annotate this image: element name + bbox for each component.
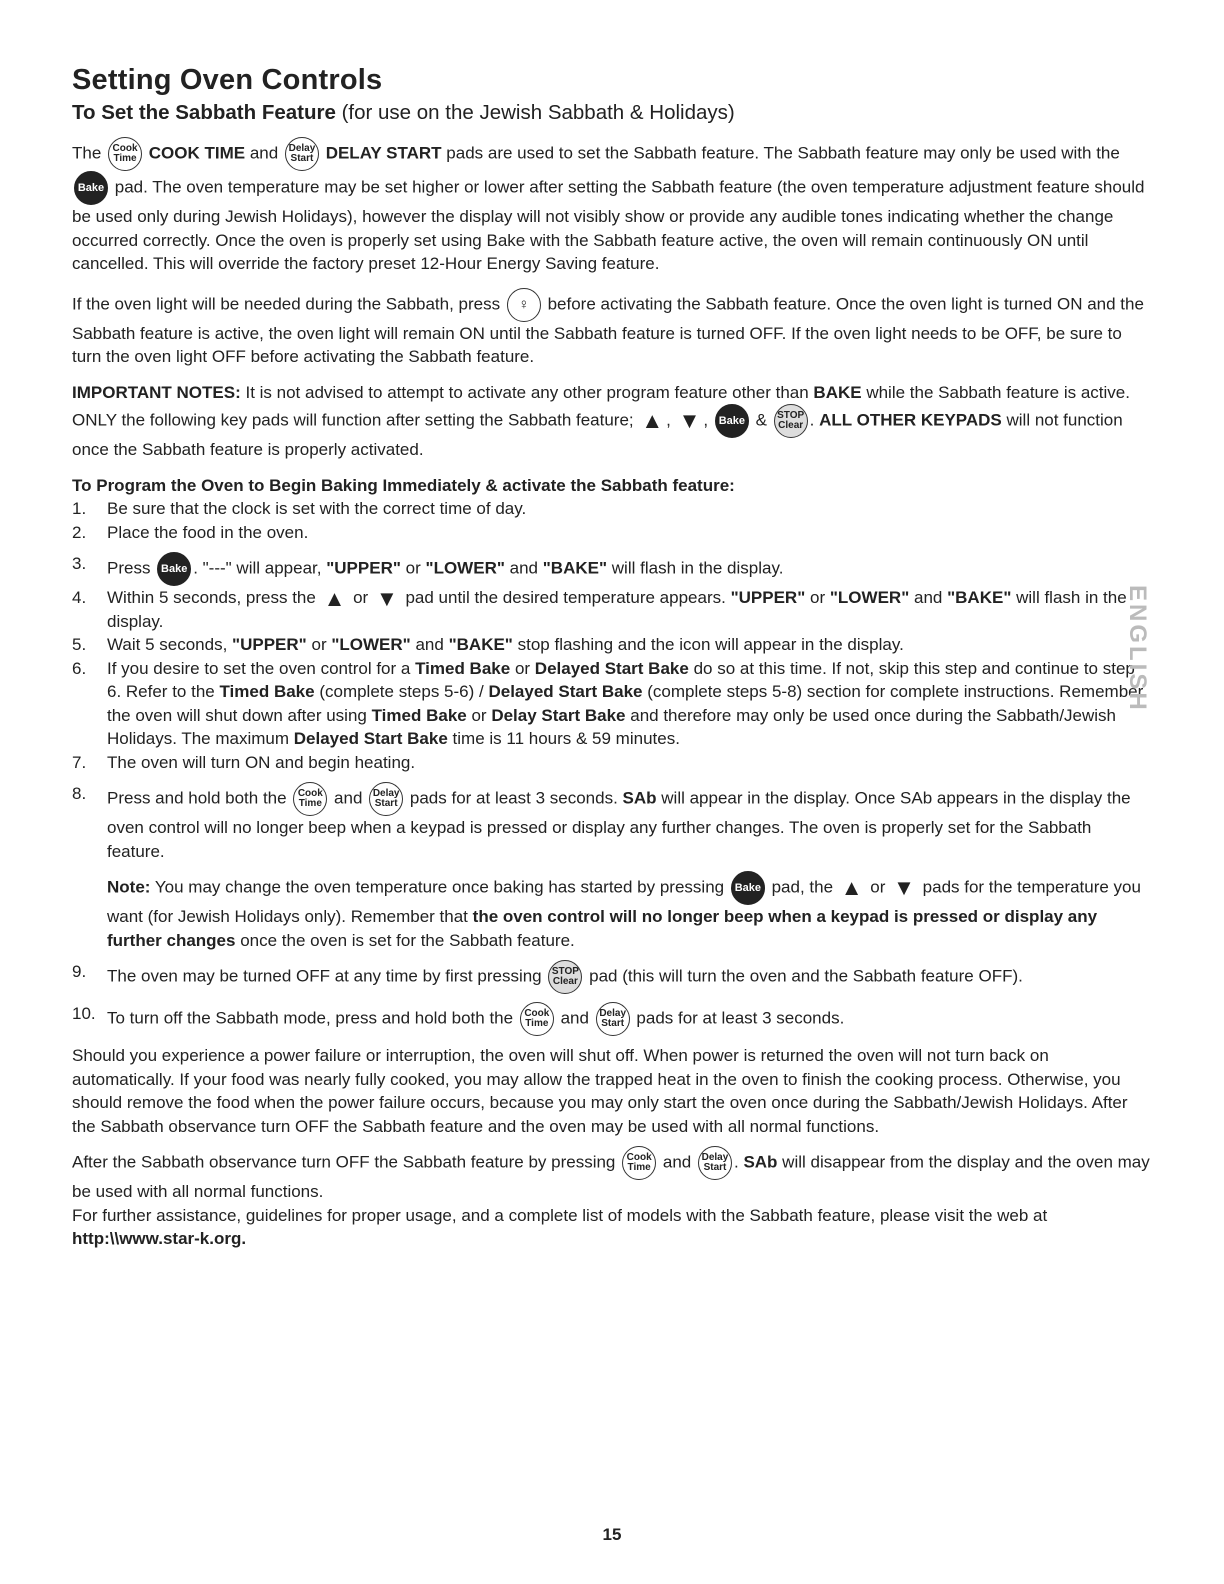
light-text: before activating the Sabbath feature. Once the oven light is turned ON and the Sabbath feature is active, the oven light will remain ON until the Sabbath feature is turned OFF. If the oven light needs to be OFF, be sure to turn the oven light OFF before activating the Sabbath feature. [72, 293, 1144, 366]
step-text: Delayed Start Bake [534, 658, 689, 678]
note-label: Note: [107, 877, 151, 897]
list-item [72, 552, 1152, 586]
step-text: Within 5 seconds, press the [107, 588, 316, 607]
step-text: stop flashing and the icon will appear in the display. [517, 635, 904, 654]
section-subtitle [72, 101, 1152, 125]
intro-text: pad. The oven temperature may be set higher or lower after setting the Sabbath feature (the oven temperature adjustment feature should be used only during Jewish Holidays), however the display will not visibly show or provide any audible tones indicating whether the change occurred correctly. Once the oven is properly set using Bake with the Sabbath feature active, the oven will remain continuously ON until cancelled. This will override the factory preset 12-Hour Energy Saving feature. [72, 177, 1145, 273]
step-text: Delay Start Bake [491, 705, 626, 725]
after-text: . [733, 1152, 739, 1172]
step-text: or [311, 635, 327, 654]
step-text: and [560, 1008, 589, 1028]
list-item [72, 521, 1152, 545]
step-text: "BAKE" [542, 558, 608, 578]
light-text: If the oven light will be needed during the Sabbath, press [72, 293, 501, 313]
step-text: Delayed Start Bake [488, 682, 643, 701]
note-block [107, 871, 1152, 952]
cook-time-pad-icon: Cook Time [293, 782, 327, 816]
further-assistance-paragraph [72, 1204, 1152, 1251]
step-number: 3. [72, 554, 87, 573]
step-text: Timed Bake [371, 705, 467, 725]
notes-text: ALL OTHER KEYPADS [819, 410, 1002, 430]
step-number: 2. [72, 522, 87, 542]
step-text: "BAKE" [448, 635, 513, 654]
step-text: and [509, 558, 539, 578]
note-text: or [870, 877, 886, 897]
delay-start-pad-icon: Delay Start [285, 137, 319, 171]
oven-light-pad-icon: ♀ [507, 288, 541, 322]
notes-text: It is not advised to attempt to activate any other program feature other than [245, 382, 809, 402]
side-language-label: ENGLISH [1124, 585, 1151, 713]
step-text: To turn off the Sabbath mode, press and hold both the [107, 1008, 514, 1028]
page-number: 15 [602, 1525, 622, 1544]
list-item [72, 751, 1152, 775]
down-arrow-icon: ▼ [678, 408, 701, 433]
intro-text: and [249, 143, 279, 163]
page-title: Setting Oven Controls [72, 64, 383, 96]
up-arrow-icon: ▲ [840, 875, 863, 900]
after-text: and [662, 1152, 692, 1172]
list-item [72, 657, 1152, 751]
step-text: Timed Bake [415, 658, 511, 678]
step-number: 4. [72, 588, 87, 607]
step-text: Delayed Start Bake [293, 729, 448, 748]
subtitle-bold: To Set the Sabbath Feature [72, 101, 336, 124]
step-text: will flash in the display. [107, 588, 1127, 631]
step-text: and [334, 788, 363, 808]
step-text: Wait 5 seconds, [107, 635, 228, 654]
step-text: Be sure that the clock is set with the correct time of day. [107, 499, 527, 518]
list-item [72, 1002, 1152, 1036]
manual-page [72, 64, 1152, 1251]
step-text: or [514, 658, 531, 678]
list-item [72, 633, 1152, 657]
down-arrow-icon: ▼ [375, 585, 398, 611]
step-number: 10. [72, 1004, 96, 1023]
step-text: or [353, 588, 369, 607]
step-text: pads for at least 3 seconds. [636, 1008, 845, 1028]
step-text: pads for at least 3 seconds. [409, 788, 618, 808]
step-text: "LOWER" [425, 558, 505, 578]
website-link[interactable]: http:\\www.star-k.org. [72, 1229, 247, 1248]
step-text: "UPPER" [730, 588, 806, 607]
list-item [72, 497, 1152, 521]
step-text: and therefore may only be used once during the Sabbath/Jewish Holidays. The maximum [107, 705, 1117, 748]
step-text: SAb [622, 788, 657, 808]
step-text: will appear in the display. Once SAb appears in the display the oven control will no longer beep when a keypad is pressed or display any further changes. The oven is properly set for the Sabbath feature. [107, 788, 1131, 861]
step-text: "LOWER" [829, 588, 910, 607]
step-text: and [913, 588, 943, 607]
note-text: pad, the [771, 877, 834, 897]
step-number: 5. [72, 635, 87, 654]
cook-time-label: COOK TIME [148, 143, 246, 163]
step-text: The oven will turn ON and begin heating. [107, 752, 416, 772]
step-text: Place the food in the oven. [107, 522, 309, 542]
step-number: 9. [72, 962, 87, 981]
cook-time-pad-icon: Cook Time [622, 1146, 656, 1180]
step-text: Press and hold both the [107, 788, 287, 808]
list-item [72, 586, 1152, 633]
notes-text: & [755, 410, 767, 430]
bake-pad-icon: Bake [731, 871, 765, 905]
intro-text: The [72, 143, 102, 163]
note-text: the oven control will no longer beep when a keypad is pressed or display any further changes [107, 907, 1098, 950]
notes-text: will not function once the Sabbath feature is properly activated. [72, 410, 1123, 459]
step-text: time is 11 hours & 59 minutes. [452, 729, 680, 748]
list-item [72, 782, 1152, 952]
step-text: pad (this will turn the oven and the Sabbath feature OFF). [589, 966, 1023, 986]
delay-start-label: DELAY START [325, 143, 442, 163]
cook-time-pad-icon: Cook Time [108, 137, 142, 171]
up-arrow-icon: ▲ [323, 585, 346, 611]
step-number: 8. [72, 784, 87, 803]
step-text: Timed Bake [219, 682, 315, 701]
step-text: The oven may be turned OFF at any time by first pressing [107, 966, 542, 986]
after-sabbath-paragraph [72, 1146, 1152, 1204]
step-number: 1. [72, 499, 87, 518]
important-notes-paragraph: IMPORTANT NOTES: It is not advised to attempt to activate any other program feature other than BAKE while the Sabbath feature is active. ONLY the following key pads will function after setting the Sabbath feature; ▲ , ▼ , Bake & STOP Clear . ALL OTHER KEYPADS will not function once the Sabbath feature is properly activated. [72, 382, 1130, 459]
steps-list [72, 497, 1152, 1036]
intro-paragraph [72, 137, 1152, 276]
notes-text: . [809, 410, 815, 430]
step-text: If you desire to set the oven control for a [107, 658, 411, 678]
notes-text: while the Sabbath feature is active. ONLY the following key pads will function after setting the Sabbath feature; [72, 382, 1130, 430]
subtitle-rest: (for use on the Jewish Sabbath & Holidays) [335, 101, 735, 124]
note-text: You may change the oven temperature once baking has started by pressing [154, 877, 725, 897]
step-text: will flash in the display. [611, 558, 784, 578]
step-text: "BAKE" [947, 588, 1012, 607]
down-arrow-icon: ▼ [893, 875, 915, 900]
list-item [72, 960, 1152, 994]
step-text: or [405, 558, 421, 578]
step-text: (complete steps 5-8) section for complete instructions. Remember the oven will shut down after using [107, 682, 1144, 725]
intro-text: pads are used to set the Sabbath feature. The Sabbath feature may only be used with the [446, 143, 1120, 163]
delay-start-pad-icon: Delay Start [698, 1146, 732, 1180]
stop-clear-pad-icon: STOP Clear [548, 960, 582, 994]
step-text: "UPPER" [232, 635, 307, 654]
delay-start-pad-icon: Delay Start [369, 782, 403, 816]
stop-clear-pad-icon: STOP Clear [774, 404, 808, 438]
step-text: or [471, 705, 487, 725]
step-text: . "---" will appear, [193, 558, 322, 578]
up-arrow-icon: ▲ [641, 408, 664, 433]
important-notes-label: IMPORTANT NOTES: [72, 382, 241, 402]
notes-text: BAKE [813, 382, 862, 402]
power-failure-paragraph: Should you experience a power failure or interruption, the oven will shut off. When power is returned the oven will not turn back on automatically. If your food was nearly fully cooked, you may allow the trapped heat in the oven to finish the cooking process. Otherwise, you should remove the food when the power failure occurs, because you may only start the oven once during the Sabbath/Jewish Holidays. After the Sabbath observance turn OFF the Sabbath feature and the oven may be used with all normal functions. [72, 1046, 1128, 1136]
after-text: will disappear from the display and the oven may be used with all normal functions. [72, 1152, 1150, 1201]
step-number: 6. [72, 658, 87, 678]
after-text: SAb [743, 1152, 778, 1172]
bake-pad-icon: Bake [715, 404, 749, 438]
step-text: "UPPER" [326, 558, 401, 578]
cook-time-pad-icon: Cook Time [520, 1002, 554, 1036]
step-number: 7. [72, 752, 87, 772]
further-text: For further assistance, guidelines for proper usage, and a complete list of models with the Sabbath feature, please visit the web at [72, 1205, 1048, 1225]
step-text: do so at this time. If not, skip this step and continue to step 6. Refer to the [107, 658, 1135, 701]
step-text: (complete steps 5-6) / [319, 682, 484, 701]
step-text: "LOWER" [331, 635, 411, 654]
after-text: After the Sabbath observance turn OFF the Sabbath feature by pressing [72, 1152, 616, 1172]
step-text: and [415, 635, 444, 654]
delay-start-pad-icon: Delay Start [596, 1002, 630, 1036]
bake-pad-icon: Bake [74, 171, 108, 205]
note-text: pads for the temperature you want (for Jewish Holidays only). Remember that [107, 877, 1141, 926]
step-text: pad until the desired temperature appears. [405, 588, 726, 607]
light-paragraph [72, 288, 1152, 369]
step-text: Press [107, 558, 151, 578]
program-heading: To Program the Oven to Begin Baking Immediately & activate the Sabbath feature: [72, 475, 735, 495]
step-text: or [810, 588, 826, 607]
bake-pad-icon: Bake [157, 552, 191, 586]
note-text: once the oven is set for the Sabbath feature. [240, 930, 575, 950]
